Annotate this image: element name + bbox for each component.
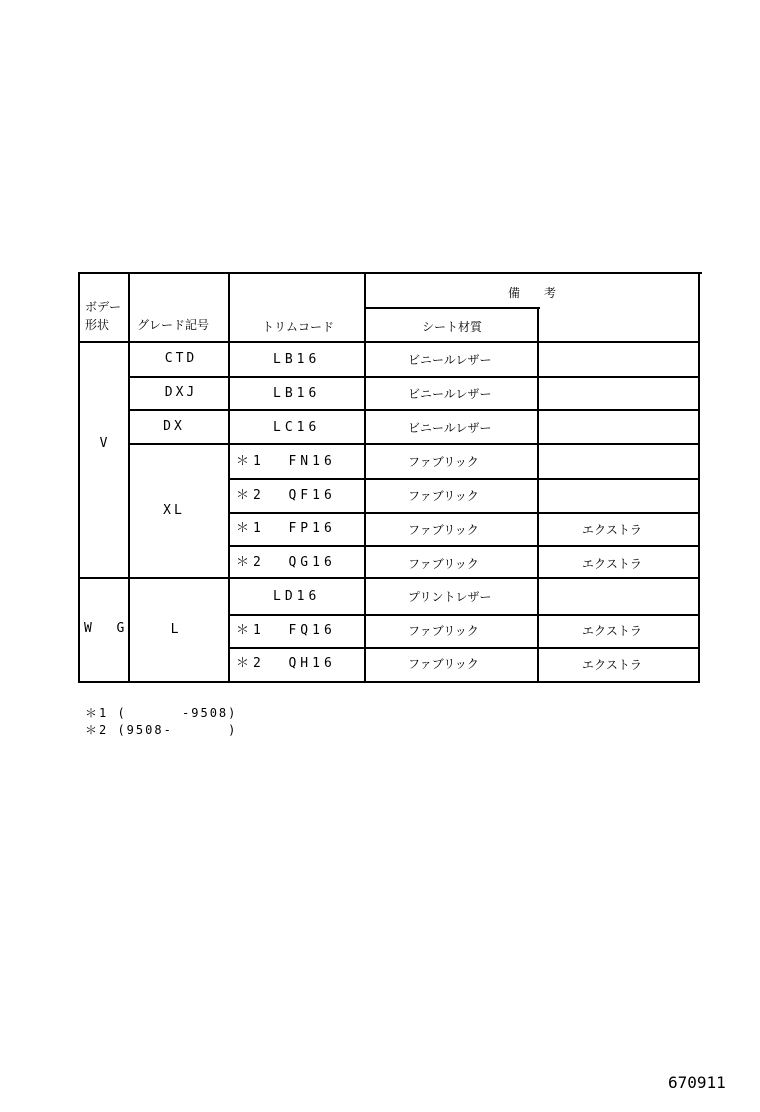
seat-material: ビニールレザー: [408, 387, 492, 401]
row-line: [228, 512, 700, 514]
header-bottom-line: [78, 341, 700, 343]
seat-material: ファブリック: [408, 624, 479, 638]
header-body-type-line2: 形状: [85, 318, 110, 332]
row-line: [228, 545, 700, 547]
table-bottom-border: [78, 681, 699, 683]
seat-material: プリントレザー: [408, 590, 492, 604]
trim-code: LC16: [273, 420, 321, 435]
trim-code: ＊2 QF16: [236, 488, 336, 503]
row-line: [128, 443, 700, 445]
trim-code: ＊1 FQ16: [236, 623, 336, 638]
seat-material: ビニールレザー: [408, 353, 492, 367]
trim-code: ＊1 FP16: [236, 521, 336, 536]
grade-ctd: CTD: [164, 351, 198, 366]
row-line: [228, 647, 700, 649]
header-body-type-line1: ボデー: [85, 300, 122, 314]
trim-code: ＊2 QG16: [236, 555, 336, 570]
col-line-4: [537, 307, 539, 682]
remark-note: エクストラ: [582, 523, 642, 537]
grade-dx: DX: [163, 419, 185, 434]
grade-xl: XL: [163, 503, 185, 518]
header-seat-material: シート材質: [422, 320, 483, 334]
remark-note: エクストラ: [582, 658, 642, 672]
trim-code: ＊1 FN16: [236, 454, 336, 469]
page-code: 670911: [668, 1073, 726, 1092]
remark-note: エクストラ: [582, 624, 642, 638]
header-remarks: 備 考: [508, 286, 557, 300]
remarks-sub-line: [365, 307, 540, 309]
group-line: [78, 577, 700, 579]
seat-material: ファブリック: [408, 455, 479, 469]
trim-code: ＊2 QH16: [236, 656, 336, 671]
grade-l: L: [170, 622, 182, 637]
seat-material: ビニールレザー: [408, 421, 492, 435]
table-left-border: [78, 272, 80, 683]
row-line: [128, 376, 700, 378]
trim-code: LD16: [273, 589, 321, 604]
remark-note: エクストラ: [582, 557, 642, 571]
row-line: [228, 614, 700, 616]
trim-code: LB16: [273, 386, 321, 401]
grade-dxj: DXJ: [164, 385, 198, 400]
seat-material: ファブリック: [408, 489, 479, 503]
seat-material: ファブリック: [408, 557, 479, 571]
header-trim-code: トリムコード: [262, 320, 335, 334]
footnote-2: ＊2 (9508- ): [85, 723, 238, 737]
col-line-3: [364, 272, 366, 682]
header-grade: グレード記号: [137, 318, 210, 332]
row-line: [228, 478, 700, 480]
seat-material: ファブリック: [408, 523, 479, 537]
seat-material: ファブリック: [408, 657, 479, 671]
table-top-border: [78, 272, 702, 274]
footnote-1: ＊1 ( -9508): [85, 706, 238, 720]
body-type-wg: W G: [84, 621, 128, 636]
col-line-1: [128, 272, 130, 682]
body-type-v: V: [99, 436, 111, 451]
col-line-2: [228, 272, 230, 682]
row-line: [128, 409, 700, 411]
trim-code: LB16: [273, 352, 321, 367]
